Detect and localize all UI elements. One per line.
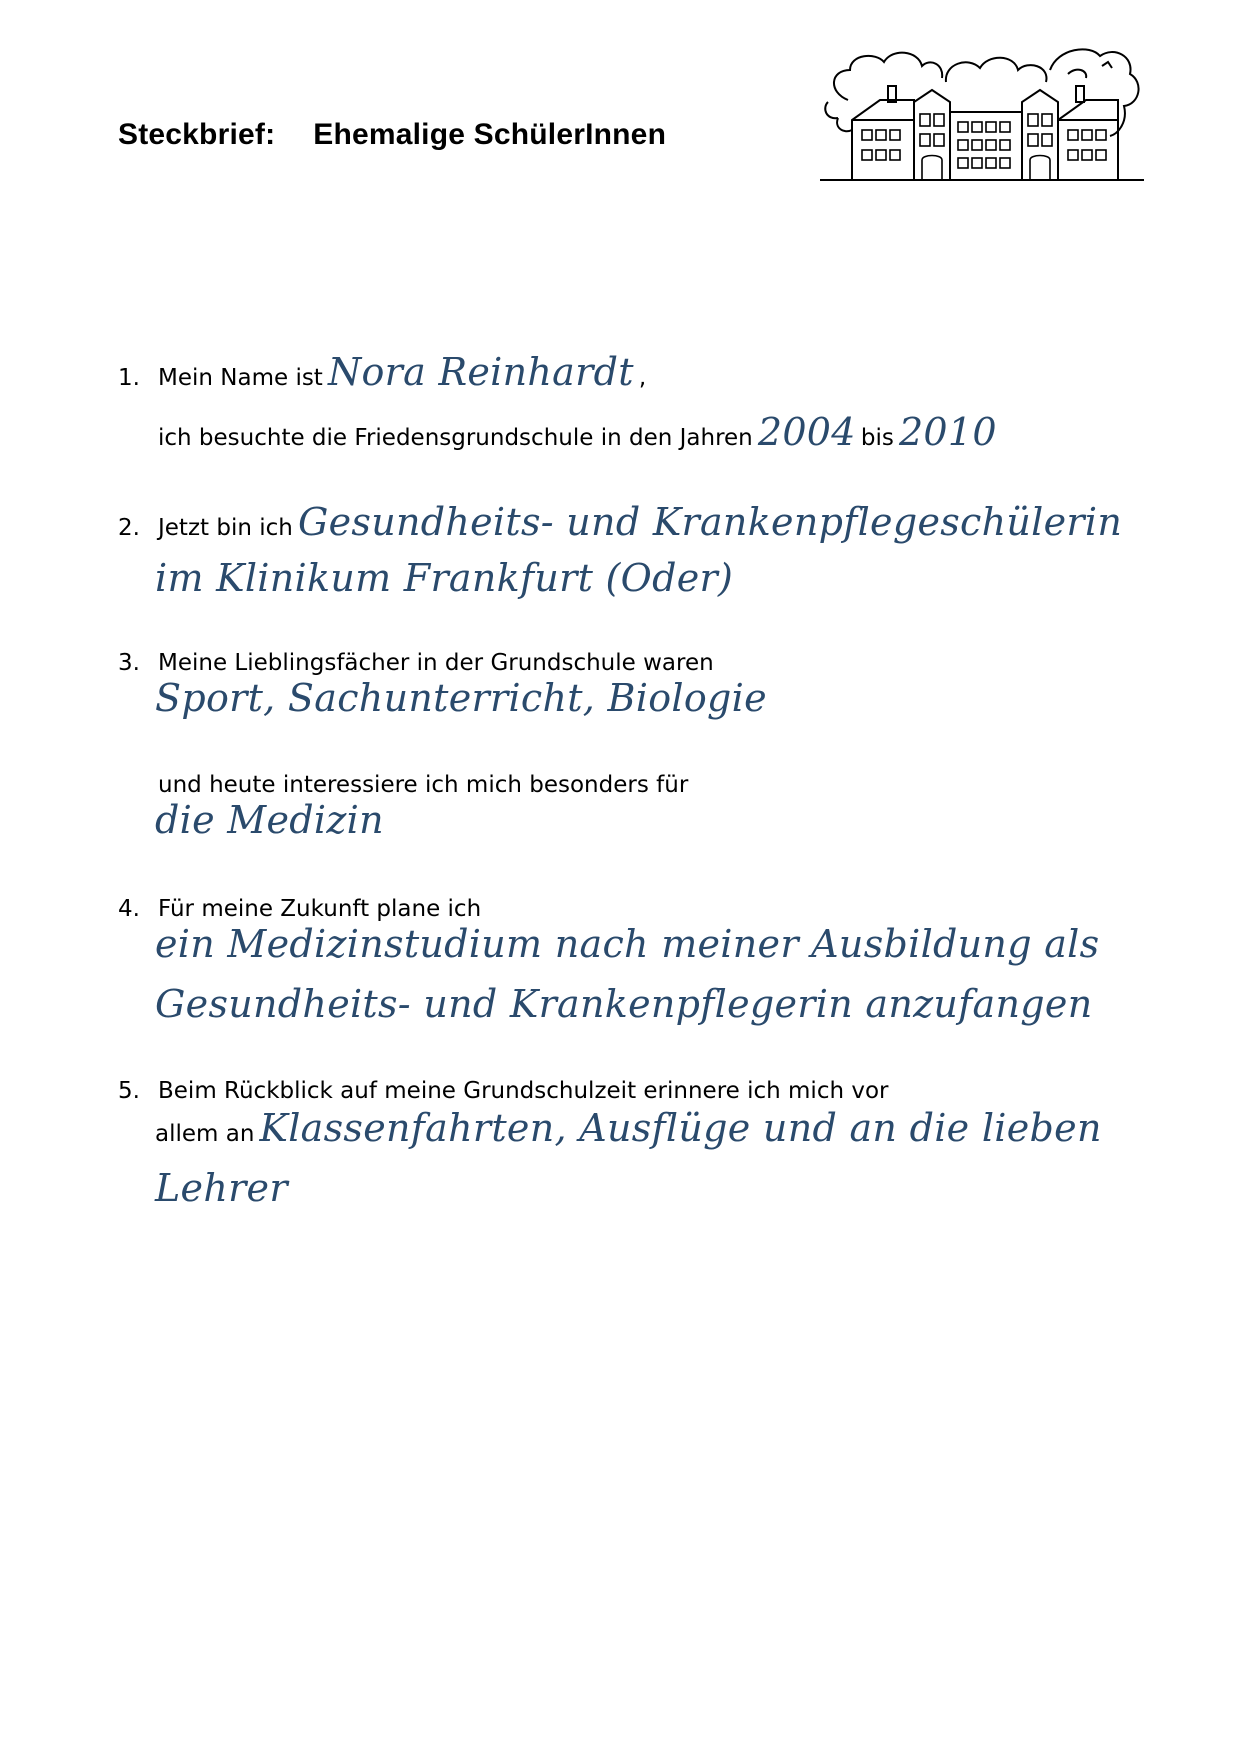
item-2-number: 2. <box>118 515 140 541</box>
item-2-answer-line-2: im Klinikum Frankfurt (Oder) <box>155 556 734 600</box>
item-4-answer-line-2 <box>155 982 1092 1026</box>
item-1-years-mid: bis <box>860 425 894 451</box>
title-subject: Ehemalige SchülerInnen <box>313 118 667 151</box>
item-1-comma: , <box>638 365 647 391</box>
item-1-year-to: 2010 <box>898 410 997 454</box>
title-label: Steckbrief: <box>118 118 276 151</box>
item-1-number: 1. <box>118 365 140 391</box>
item-1-line-1 <box>118 350 646 394</box>
item-4-answer-line-1 <box>155 922 1099 966</box>
item-5-label: Beim Rückblick auf meine Grundschulzeit erinnere ich mich vor <box>158 1078 889 1104</box>
item-3-answer: Sport, Sachunterricht, Biologie <box>155 676 767 720</box>
item-3-number: 3. <box>118 650 140 676</box>
item-5-line-2 <box>155 1106 1102 1150</box>
item-1-years-label: ich besuchte die Friedensgrundschule in den Jahren <box>158 425 753 451</box>
item-5-answer-line-2 <box>155 1166 288 1210</box>
item-2-line-1 <box>118 500 1122 544</box>
item-5-number: 5. <box>118 1078 140 1104</box>
item-1-line-2 <box>158 410 997 454</box>
item-1-name-answer: Nora Reinhardt <box>327 350 634 394</box>
item-5-label-cont: allem an <box>155 1121 255 1147</box>
item-4-line-1 <box>118 896 481 922</box>
item-4-answer-line-1-text: ein Medizinstudium nach meiner Ausbildung als <box>155 922 1100 966</box>
item-4-answer-line-2-text: Gesundheits- und Krankenpflegerin anzufangen <box>155 982 1093 1026</box>
item-5-line-1 <box>118 1078 889 1104</box>
item-2-line-2 <box>155 556 733 600</box>
item-3-label: Meine Lieblingsfächer in der Grundschule waren <box>158 650 714 676</box>
item-3-answer-2-line <box>155 798 384 842</box>
item-4-label: Für meine Zukunft plane ich <box>158 896 482 922</box>
item-3-line-1 <box>118 650 714 676</box>
item-5-answer-line-2-text: Lehrer <box>155 1166 288 1210</box>
item-2-answer-line-1: Gesundheits- und Krankenpflegeschülerin <box>297 500 1123 544</box>
item-3-answer-line <box>155 676 767 720</box>
item-1-year-from: 2004 <box>757 410 856 454</box>
school-building-icon <box>818 42 1148 192</box>
item-1-label: Mein Name ist <box>158 365 323 391</box>
item-4-number: 4. <box>118 896 140 922</box>
item-2-label: Jetzt bin ich <box>158 515 293 541</box>
item-3-answer-2: die Medizin <box>155 798 384 842</box>
item-3-line-2 <box>158 772 688 798</box>
page-title <box>118 118 666 152</box>
item-3-label-2: und heute interessiere ich mich besonders für <box>158 772 689 798</box>
item-5-answer-line-1: Klassenfahrten, Ausflüge und an die lieben <box>259 1106 1102 1150</box>
